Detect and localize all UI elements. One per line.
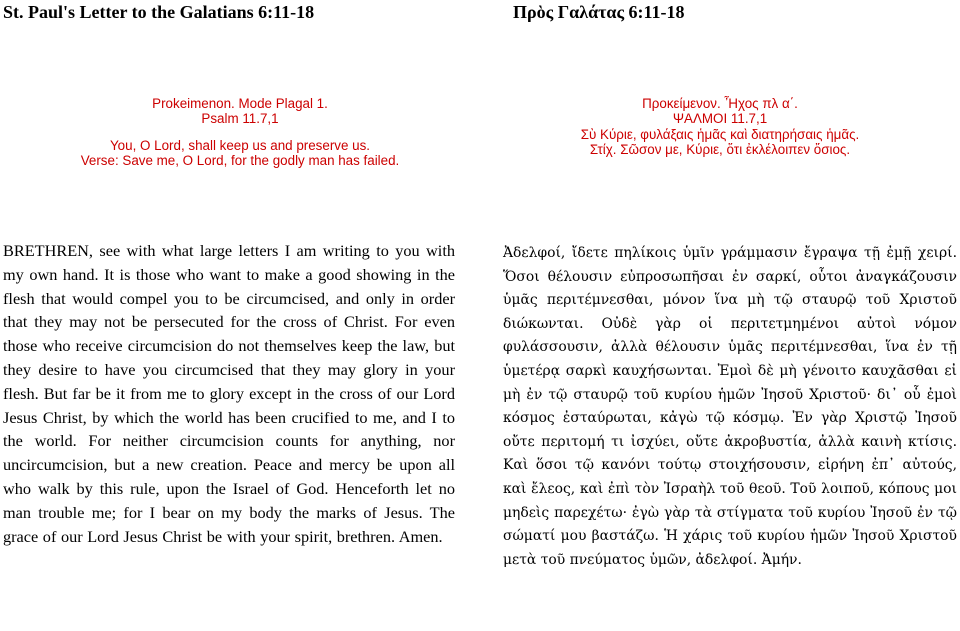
prokeimenon-en-heading: Prokeimenon. Mode Plagal 1. xyxy=(152,96,328,111)
title-greek: Πρὸς Γαλάτας 6:11-18 xyxy=(513,2,685,22)
page-header xyxy=(0,0,960,30)
prokeimenon-gr-refrain: Σὺ Κύριε, φυλάξαις ἡμᾶς καὶ διατηρήσαις ἡμᾶς. xyxy=(580,126,860,142)
prokeimenon-gr-heading: Προκείμενον. Ἦχος πλ α΄. xyxy=(642,96,798,111)
prokeimenon-en-psalm: Psalm 11.7,1 xyxy=(201,111,279,127)
title-english: St. Paul's Letter to the Galatians 6:11-18 xyxy=(3,2,315,22)
prokeimenon-gr-psalm: ΨΑΛΜΟΙ 11.7,1 xyxy=(672,111,768,127)
prokeimenon-greek xyxy=(480,96,960,158)
prokeimenon-english xyxy=(0,96,480,169)
prokeimenon-en-refrain: You, O Lord, shall keep us and preserve us. xyxy=(109,137,371,153)
epistle-reading-greek: Ἀδελφοί, ἴδετε πηλίκοις ὑμῖν γράμμασιν ἔγραψα τῇ ἐμῇ χειρί. Ὅσοι θέλουσιν εὐπροσωπῆσαι ἐν σαρκί, οὗτοι ἀναγκάζουσιν ὑμᾶς περιτέμνεσθαι, μόνον ἵνα μὴ τῷ σταυρῷ τοῦ Χριστοῦ διώκωνται. Οὐδὲ γὰρ οἱ περιτετμημένοι αὐτοὶ νόμον φυλάσσουσιν, ἀλλὰ θέλουσιν ὑμᾶς περιτέμνεσθαι, ἵνα ἐν τῇ ὑμετέρᾳ σαρκὶ καυχήσωνται. Ἐμοὶ δὲ μὴ γένοιτο καυχᾶσθαι εἰ μὴ ἐν τῷ σταυρῷ τοῦ κυρίου ἡμῶν Ἰησοῦ Χριστοῦ· δι᾽ οὗ ἐμοὶ κόσμος ἐσταύρωται, κἀγὼ τῷ κόσμῳ. Ἐν γὰρ Χριστῷ Ἰησοῦ οὔτε περιτομή τι ἰσχύει, οὔτε ἀκροβυστία, ἀλλὰ καινὴ κτίσις. Καὶ ὅσοι τῷ κανόνι τούτῳ στοιχήσουσιν, εἰρήνη ἐπ᾽ αὐτούς, καὶ ἔλεος, καὶ ἐπὶ τὸν Ἰσραὴλ τοῦ θεοῦ. Τοῦ λοιποῦ, κόπους μοι μηδεὶς παρεχέτω· ἐγὼ γὰρ τὰ στίγματα τοῦ κυρίου Ἰησοῦ ἐν τῷ σώματί μου βαστάζω. Ἡ χάρις τοῦ κυρίου ἡμῶν Ἰησοῦ Χριστοῦ μετὰ τοῦ πνεύματος ὑμῶν, ἀδελφοί. Ἀμήν. xyxy=(503,245,957,568)
prokeimenon-gr-verse: Στίχ. Σῶσον με, Κύριε, ὅτι ἐκλέλοιπεν ὅσιος. xyxy=(589,142,851,158)
epistle-reading-english: BRETHREN, see with what large letters I am writing to you with my own hand. It is those who want to make a good showing in the flesh that would compel you to be circumcised, and only in order that they may not be persecuted for the cross of Christ. For even those who receive circumcision do not themselves keep the law, but they desire to have you circumcised that they may glory in your flesh. But far be it from me to glory except in the cross of our Lord Jesus Christ, by which the world has been crucified to me, and I to the world. For neither circumcision counts for anything, nor uncircumcision, but a new creation. Peace and mercy be upon all who walk by this rule, upon the Israel of God. Henceforth let no man trouble me; for I bear on my body the marks of Jesus. The grace of our Lord Jesus Christ be with your spirit, brethren. Amen. xyxy=(3,241,455,546)
prokeimenon-en-verse: Verse: Save me, O Lord, for the godly man has failed. xyxy=(80,153,400,169)
